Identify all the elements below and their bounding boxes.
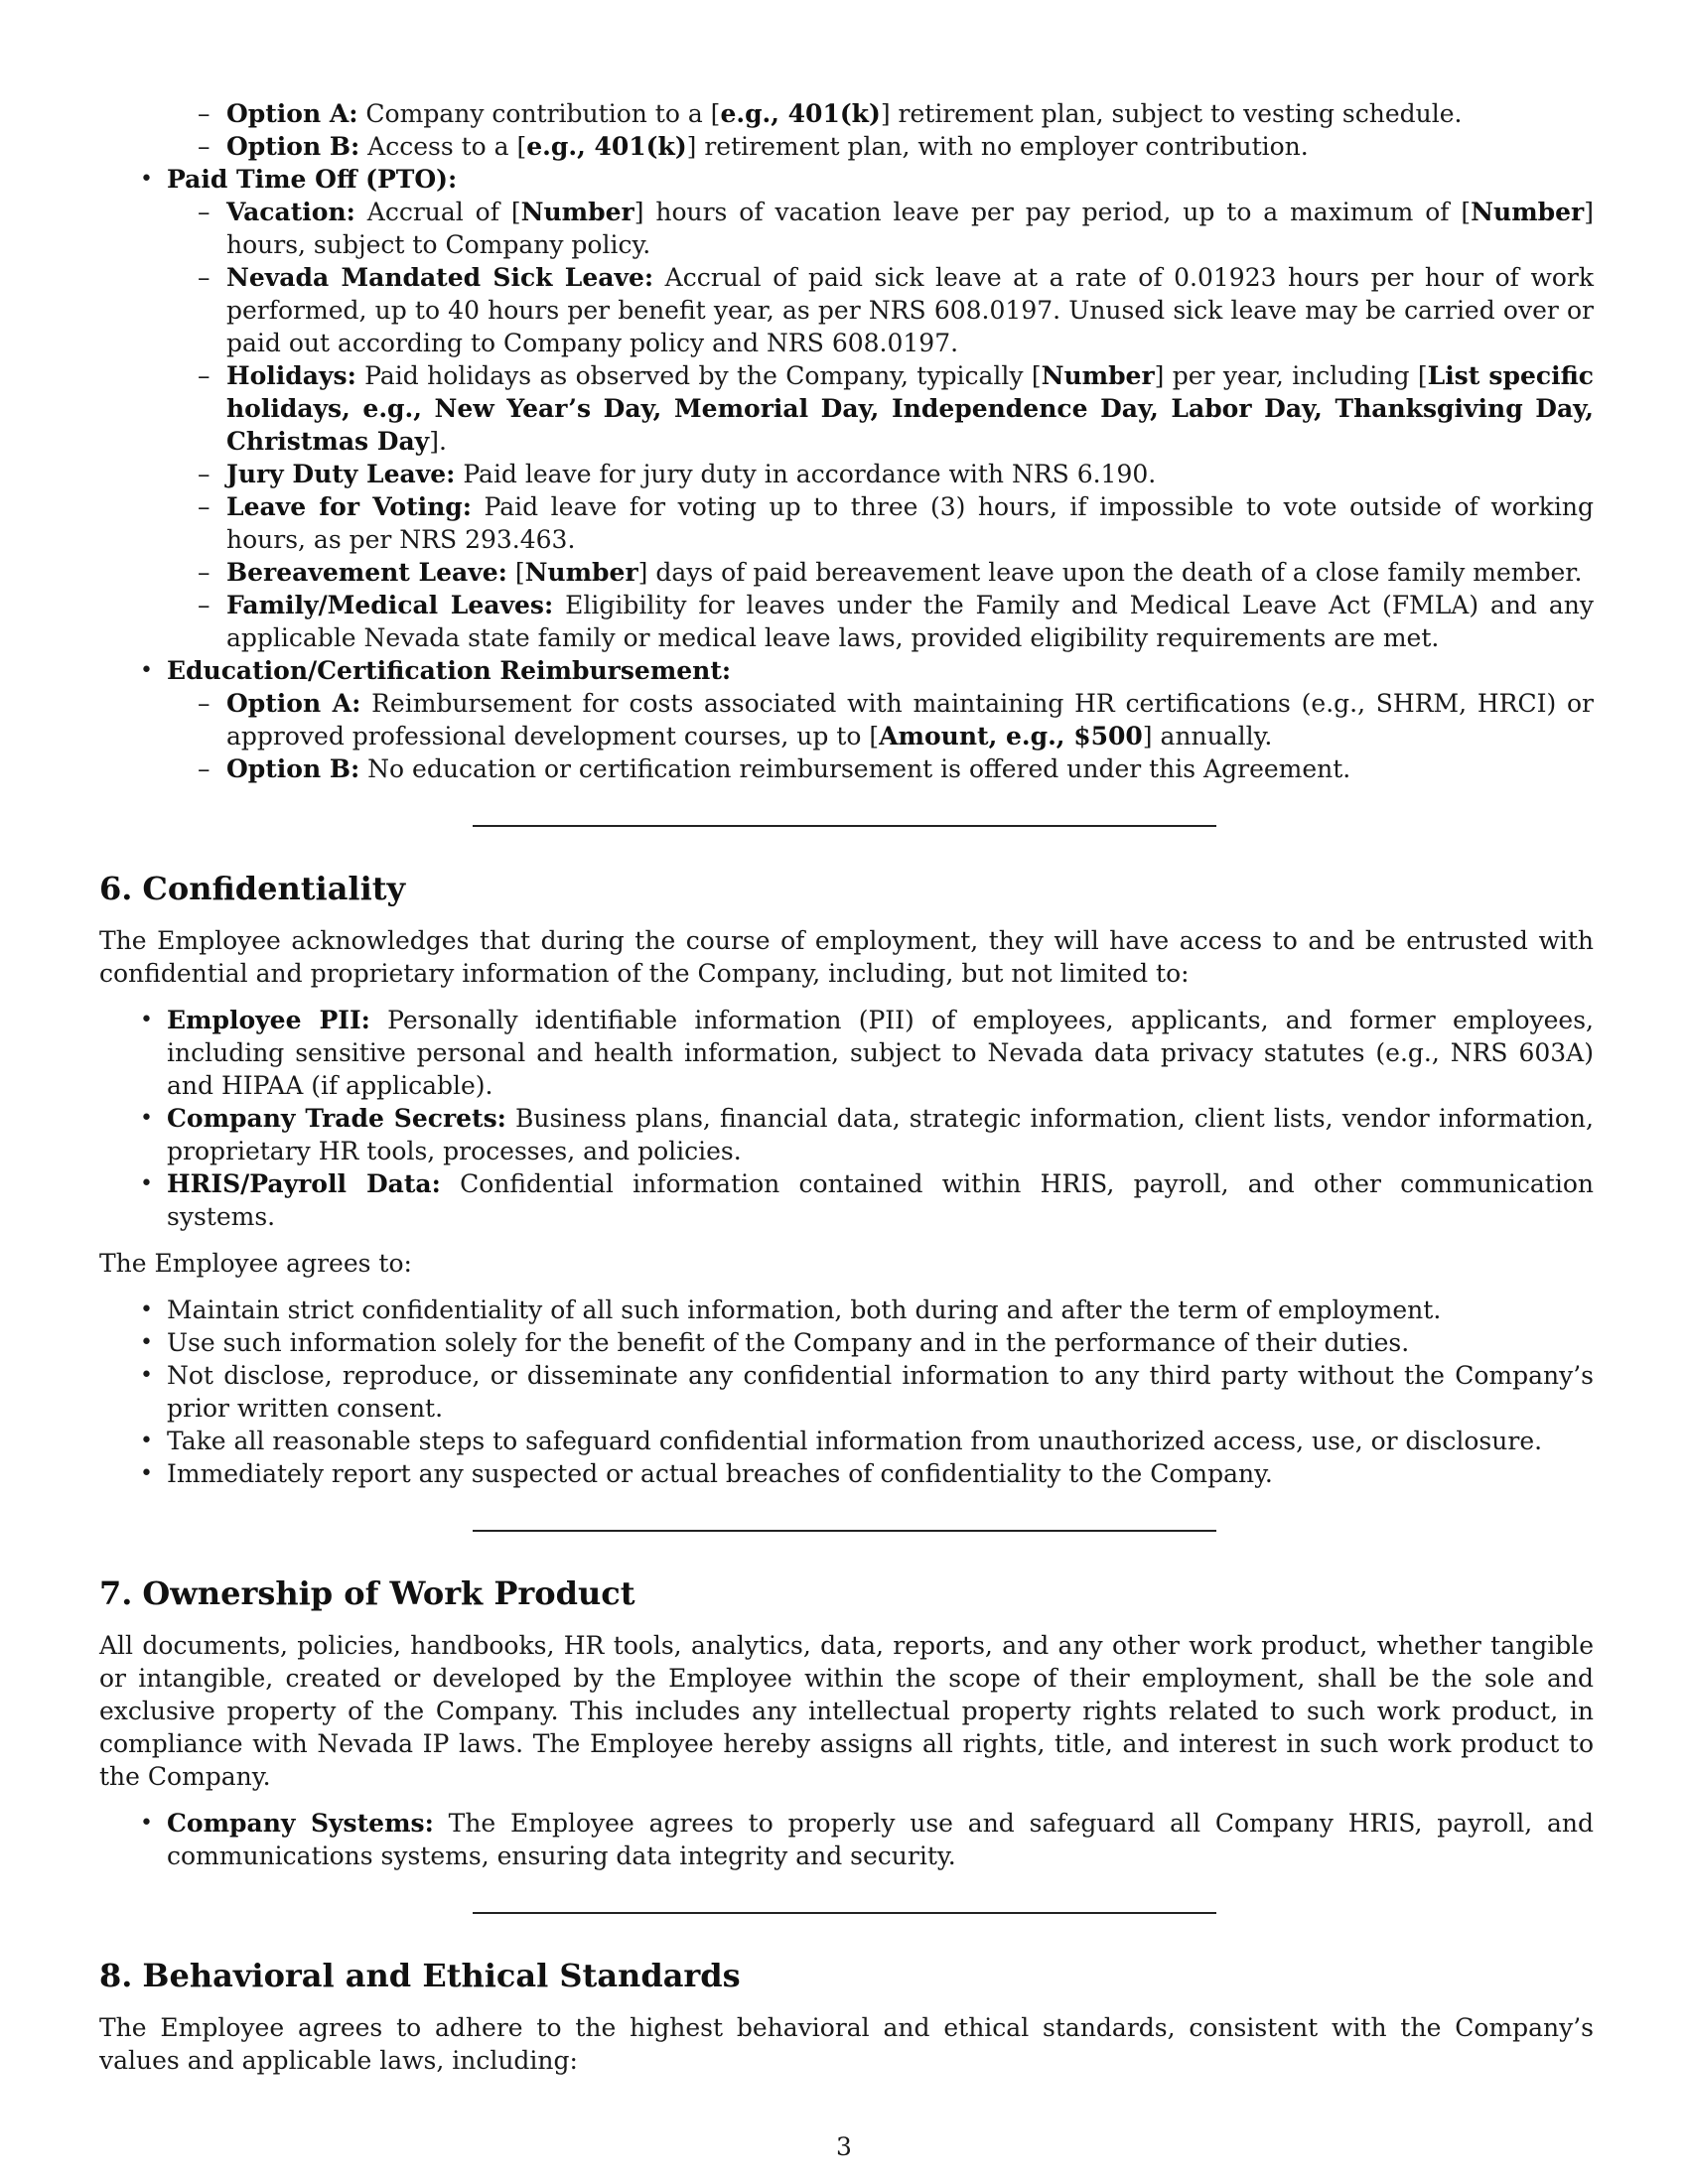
list-item: • Use such information solely for the benefit of the Company and in the performance of their duties. — [99, 1326, 1594, 1359]
list-item: – Option A: Company contribution to a [e.g., 401(k)] retirement plan, subject to vesting schedule. — [167, 97, 1594, 130]
list-item: • Immediately report any suspected or actual breaches of confidentiality to the Company. — [99, 1457, 1594, 1490]
vacation-item: – Vacation: Accrual of [Number] hours of vacation leave per pay period, up to a maximum of [Number] hours, subject to Company policy. — [167, 196, 1594, 261]
list-item: • HRIS/Payroll Data: Confidential information contained within HRIS, payroll, and other communication systems. — [99, 1167, 1594, 1233]
section-intro: The Employee acknowledges that during the course of employment, they will have access to and be entrusted with confidential and proprietary information of the Company, including, but not limited to: — [99, 926, 1594, 988]
section-heading: 7. Ownership of Work Product — [99, 1574, 635, 1612]
systems-list — [99, 1807, 1594, 1872]
retirement-options-list — [167, 97, 1594, 163]
section-divider — [473, 1530, 1216, 1532]
employee-agrees-list — [99, 1294, 1594, 1490]
section-divider — [473, 825, 1216, 827]
pto-item: • Paid Time Off (PTO): – Vacation: Accrual of [Number] hours of vacation leave per pay period, up to a maximum of [Number] hours, subject to Company policy. – Nevada Mandated Sick Leave: Accrual of paid sick leave at a rate of 0.01923 hours per hour of work performed, up to 40 hours per benefit year, as per NRS 608.0197. Unused sick leave may be carried over or paid out according to Company policy and NRS 608.0197. – Holidays: Paid holidays as observed by the Company, typically [Number] per year, including [List specific holidays, e.g., New Year’s Day, Memorial Day, Independence Day, Labor Day, Thanksgiving Day, Christmas Day]. – Jury Duty Leave: Paid leave for jury duty in accordance with NRS 6.190. – Leave for Voting: Paid leave for voting up to three (3) hours, if impossible to vote outside of working hours, as per NRS 293.463. – Bereavement Leave: [Number] days of paid bereavement leave upon the death of a close family member. – Family/Medical Leaves: Eligibility for leaves under the Family and Medical Leave Act (FMLA) and any applicable Nevada state family or medical leave laws, provided eligibility requirements are met. — [99, 163, 1594, 654]
voting-leave-item: – Leave for Voting: Paid leave for voting up to three (3) hours, if impossible to vote outside of working hours, as per NRS 293.463. — [167, 490, 1594, 556]
section-divider — [473, 1912, 1216, 1914]
education-sublist — [167, 687, 1594, 785]
list-item: – Option B: Access to a [e.g., 401(k)] retirement plan, with no employer contribution. — [167, 130, 1594, 163]
document-content — [99, 97, 1594, 2077]
family-medical-item: – Family/Medical Leaves: Eligibility for leaves under the Family and Medical Leave Act (FMLA) and any applicable Nevada state family or medical leave laws, provided eligibility requirements are met. — [167, 589, 1594, 654]
section-body: All documents, policies, handbooks, HR tools, analytics, data, reports, and any other work product, whether tangible or intangible, created or developed by the Employee within the scope of their employment, shall be the sole and exclusive property of the Company. This includes any intellectual property rights related to such work product, in compliance with Nevada IP laws. The Employee hereby assigns all rights, title, and interest in such work product to the Company. — [99, 1631, 1594, 1791]
pto-sublist — [167, 196, 1594, 654]
page-number: 3 — [836, 2132, 852, 2161]
jury-duty-item: – Jury Duty Leave: Paid leave for jury duty in accordance with NRS 6.190. — [167, 458, 1594, 490]
list-item: • Company Systems: The Employee agrees to properly use and safeguard all Company HRIS, payroll, and communications systems, ensuring data integrity and security. — [99, 1807, 1594, 1872]
education-item: • Education/Certification Reimbursement: – Option A: Reimbursement for costs associated with maintaining HR certifications (e.g., SHRM, HRCI) or approved professional development courses, up to [Amount, e.g., $500] annually. – Option B: No education or certification reimbursement is offered under this Agreement. — [99, 654, 1594, 785]
list-item: • Maintain strict confidentiality of all such information, both during and after the term of employment. — [99, 1294, 1594, 1326]
section-body: The Employee agrees to adhere to the highest behavioral and ethical standards, consistent with the Company’s values and applicable laws, including: — [99, 2013, 1594, 2075]
section-heading: 6. Confidentiality — [99, 870, 406, 907]
agrees-intro: The Employee agrees to: — [99, 1249, 412, 1278]
list-item: • Company Trade Secrets: Business plans, financial data, strategic information, client lists, vendor information, proprietary HR tools, processes, and policies. — [99, 1102, 1594, 1167]
holidays-item: – Holidays: Paid holidays as observed by the Company, typically [Number] per year, including [List specific holidays, e.g., New Year’s Day, Memorial Day, Independence Day, Labor Day, Thanksgiving Day, Christmas Day]. — [167, 359, 1594, 458]
list-item: • Not disclose, reproduce, or disseminate any confidential information to any third party without the Company’s prior written consent. — [99, 1359, 1594, 1425]
section-heading: 8. Behavioral and Ethical Standards — [99, 1957, 741, 1994]
list-item: – Option B: No education or certification reimbursement is offered under this Agreement. — [167, 752, 1594, 785]
list-item: – Option A: Reimbursement for costs associated with maintaining HR certifications (e.g., SHRM, HRCI) or approved professional development courses, up to [Amount, e.g., $500] annually. — [167, 687, 1594, 752]
confidential-info-list — [99, 1004, 1594, 1233]
bereavement-item: – Bereavement Leave: [Number] days of paid bereavement leave upon the death of a close family member. — [167, 556, 1594, 589]
list-item: • Employee PII: Personally identifiable information (PII) of employees, applicants, and former employees, including sensitive personal and health information, subject to Nevada data privacy statutes (e.g., NRS 603A) and HIPAA (if applicable). — [99, 1004, 1594, 1102]
sick-leave-item: – Nevada Mandated Sick Leave: Accrual of paid sick leave at a rate of 0.01923 hours per hour of work performed, up to 40 hours per benefit year, as per NRS 608.0197. Unused sick leave may be carried over or paid out according to Company policy and NRS 608.0197. — [167, 261, 1594, 359]
list-item: • Take all reasonable steps to safeguard confidential information from unauthorized access, use, or disclosure. — [99, 1425, 1594, 1457]
benefits-list — [99, 163, 1594, 785]
